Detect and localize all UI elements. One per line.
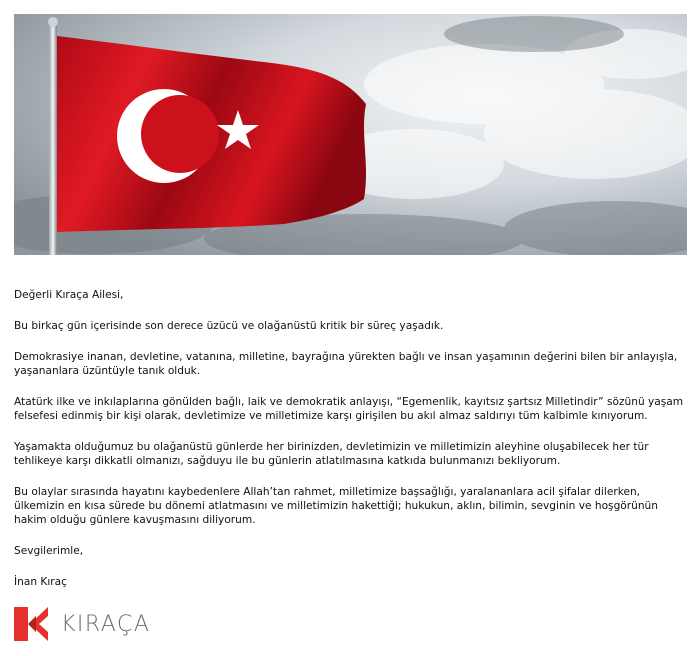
turkish-flag-illustration: [14, 14, 687, 255]
paragraph-5: Bu olaylar sırasında hayatını kaybedenlere Allah’tan rahmet, milletimize başsağlığı, yaralananlara acil şifalar dilerken, ülkemizin en kısa sürede bu dönemi atlatmasını ve milletimizin hakettiği; hukukun, aklın, bilimin, sevginin ve hoşgörünün hakim olduğu günlere kavuşmasını diliyorum.: [14, 486, 658, 526]
paragraph-4: Yaşamakta olduğumuz bu olağanüstü günlerde her birinizden, devletimizin ve milletimizin aleyhine oluşabilecek her tür tehlikeye karşı dikkatli olmanızı, sağduyu ile bu günlerin atlatılmasına katkıda bulunmanızı bekliyorum.: [14, 441, 649, 467]
letter-body: [14, 288, 686, 606]
kiraca-logo-text: KIRAÇA: [61, 611, 151, 637]
signature: İnan Kıraç: [14, 576, 67, 588]
kiraca-logo-mark-icon: [14, 607, 48, 641]
salutation: Değerli Kıraça Ailesi,: [14, 289, 124, 301]
kiraca-logo: [14, 605, 150, 643]
hero-flag-image: [14, 14, 687, 255]
closing: Sevgilerimle,: [14, 545, 84, 557]
paragraph-3: Atatürk ilke ve inkılaplarına gönülden bağlı, laik ve demokratik anlayışı, “Egemenlik, kayıtsız şartsız Milletindir” sözünü yaşam felsefesi edinmiş bir kişi olarak, devletimize ve milletimize karşı girişilen bu akıl almaz saldırıyı tüm kalbimle kınıyorum.: [14, 396, 684, 422]
paragraph-1: Bu birkaç gün içerisinde son derece üzücü ve olağanüstü kritik bir süreç yaşadık.: [14, 320, 444, 332]
paragraph-2: Demokrasiye inanan, devletine, vatanına, milletine, bayrağına yürekten bağlı ve insan yaşamının değerini bilen bir anlayışla, yaşananlara üzüntüyle tanık olduk.: [14, 351, 678, 377]
